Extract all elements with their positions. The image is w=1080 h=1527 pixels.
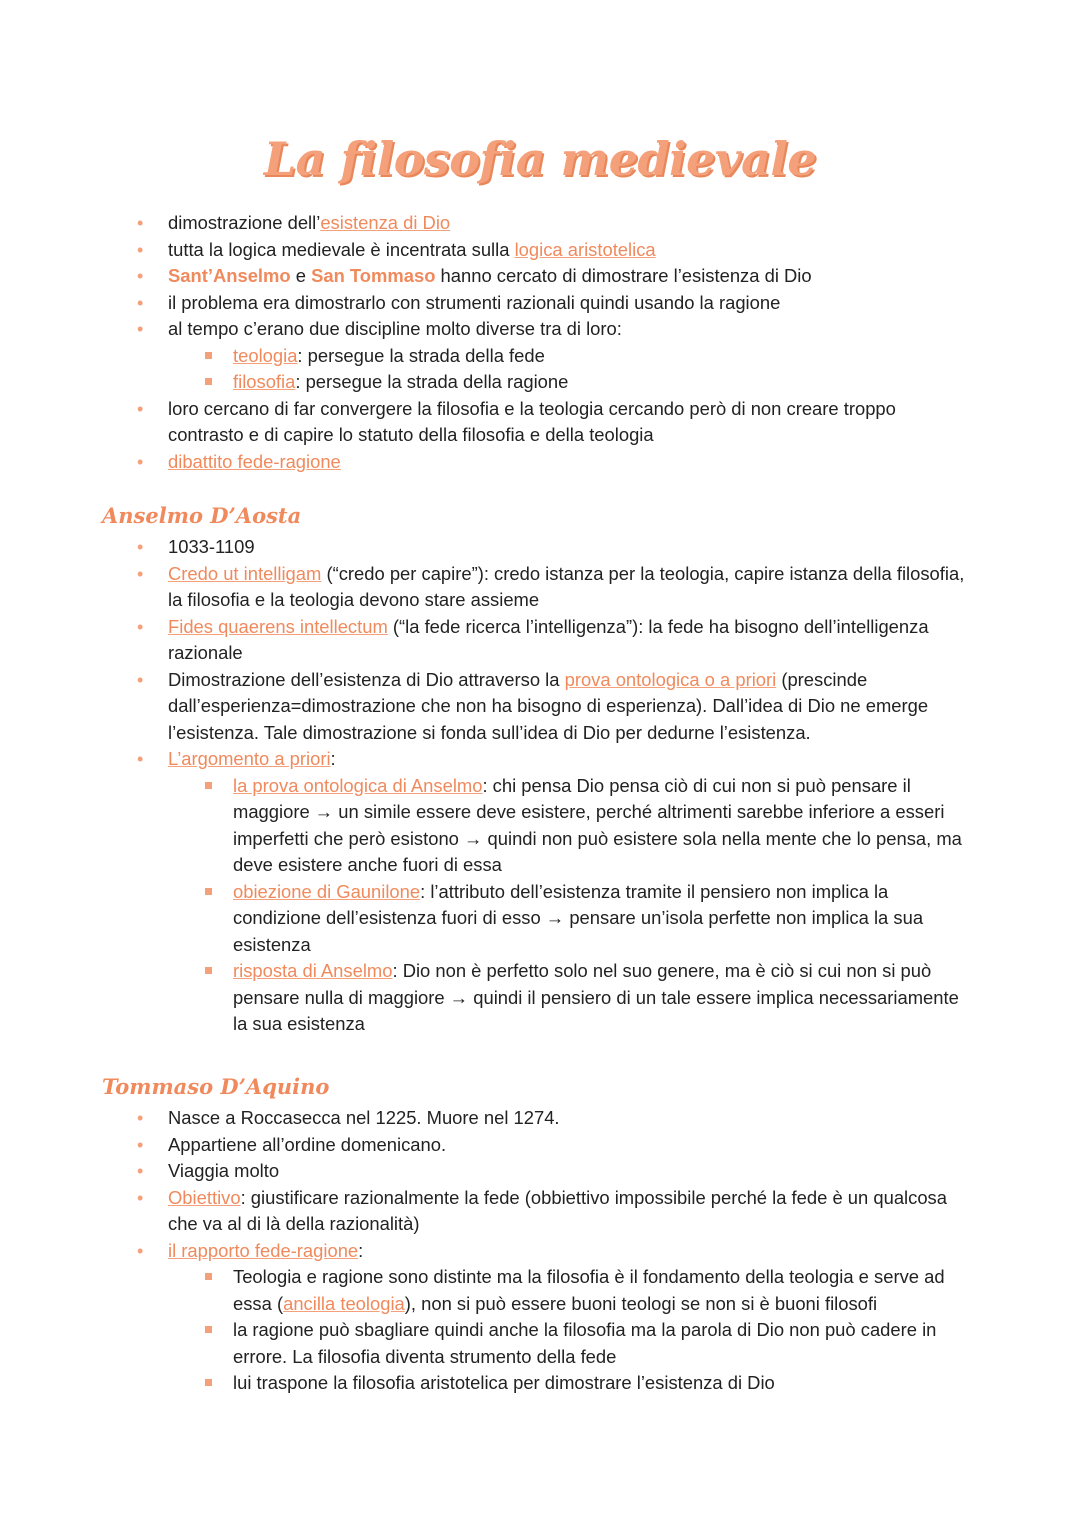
link-obiezione-gaunilone[interactable]: obiezione di Gaunilone: [233, 880, 421, 902]
link-logica-aristotelica[interactable]: logica aristotelica: [514, 238, 656, 260]
list-item: [0, 449, 968, 476]
section-heading-anselmo: Anselmo D’Aosta: [102, 503, 302, 528]
link-risposta-anselmo[interactable]: risposta di Anselmo: [233, 960, 393, 981]
list-item: • L’argomento a priori:: [0, 746, 968, 773]
link-prova-ontologica[interactable]: prova ontologica o a priori: [564, 668, 777, 690]
list-item: • tutta la logica medievale è incentrata sulla logica aristotelica: [0, 237, 968, 264]
highlight-anselmo: Sant’Anselmo: [168, 265, 291, 286]
link-prova-ontologica-anselmo[interactable]: la prova ontologica di Anselmo: [233, 774, 483, 796]
list-item: • Sant’Anselmo e San Tommaso hanno cercato di dimostrare l’esistenza di Dio: [0, 263, 968, 290]
list-item: • Dimostrazione dell’esistenza di Dio attraverso la prova ontologica o a priori (prescinde dall’esperienza=dimostrazione che non ha bisogno di esperienza). Dall’idea di Dio ne emerge l’esistenza. Tale dimostrazione si fonda sull’idea di Dio per dedurne l’esistenza.: [0, 667, 968, 747]
sub-list-item: la prova ontologica di Anselmo: chi pensa Dio pensa ciò di cui non si può pensare il maggiore → un simile essere deve esistere, perché altrimenti sarebbe inferiore a esseri imperfetti che però esistono → quindi non può esistere sola nella mente che lo pensa, ma deve esistere anche fuori di essa: [0, 773, 978, 879]
link-esistenza-di-dio[interactable]: esistenza di Dio: [320, 212, 451, 233]
sub-list-item: obiezione di Gaunilone: l’attributo dell’esistenza tramite il pensiero non implica la condizione dell’esistenza fuori di esso → pensare un’isola perfette non implica la sua esistenza: [0, 879, 978, 959]
link-teologia[interactable]: teologia: [233, 344, 298, 366]
sub-list-item: Teologia e ragione sono distinte ma la filosofia è il fondamento della teologia e serve ad essa (ancilla teologia), non si può essere buoni teologi se non si è buoni filosofi: [0, 1264, 978, 1317]
list-item: • il problema era dimostrarlo con strumenti razionali quindi usando la ragione: [0, 290, 968, 317]
list-item: • Obiettivo: giustificare razionalmente la fede (obbiettivo impossibile perché la fede è un qualcosa che va al di là della razionalità): [0, 1185, 968, 1238]
link-rapporto-fede-ragione[interactable]: il rapporto fede-ragione: [168, 1239, 359, 1261]
link-obiettivo[interactable]: Obiettivo: [168, 1186, 241, 1208]
list-item: • 1033-1109: [0, 534, 968, 561]
list-item: • loro cercano di far convergere la filosofia e la teologia cercando però di non creare troppo contrasto e di capire lo statuto della filosofia e della teologia: [0, 396, 968, 449]
list-item: • il rapporto fede-ragione:: [0, 1238, 968, 1265]
anselmo-list: [0, 534, 1080, 1038]
list-item: • Viaggia molto: [0, 1158, 968, 1185]
intro-list: [0, 210, 1080, 475]
list-item: • Fides quaerens intellectum (“la fede ricerca l’intelligenza”): la fede ha bisogno dell’intelligenza razionale: [0, 614, 968, 667]
sub-list-item: la ragione può sbagliare quindi anche la filosofia ma la parola di Dio non può cadere in errore. La filosofia diventa strumento della fede: [0, 1317, 978, 1370]
sub-list-item: risposta di Anselmo: Dio non è perfetto solo nel suo genere, ma è ciò si cui non si può pensare nulla di maggiore → quindi il pensiero di un tale essere implica necessariamente la sua esistenza: [0, 958, 978, 1038]
sub-list-item: lui traspone la filosofia aristotelica per dimostrare l’esistenza di Dio: [0, 1370, 978, 1397]
link-credo-ut-intelligam[interactable]: Credo ut intelligam: [168, 562, 322, 584]
tommaso-list: [0, 1105, 1080, 1397]
link-dibattito-fede-ragione[interactable]: dibattito fede-ragione: [168, 450, 341, 472]
list-item: • Credo ut intelligam (“credo per capire”): credo istanza per la teologia, capire istanza della filosofia, la filosofia e la teologia devono stare assieme: [0, 561, 968, 614]
section-heading-tommaso: Tommaso D’Aquino: [102, 1074, 330, 1099]
link-fides-quaerens[interactable]: Fides quaerens intellectum: [168, 615, 388, 637]
list-item: • Appartiene all’ordine domenicano.: [0, 1132, 968, 1159]
link-ancilla-teologia[interactable]: ancilla teologia: [283, 1292, 405, 1314]
page-title: La filosofia medievale: [263, 132, 817, 186]
link-argomento-a-priori[interactable]: L’argomento a priori: [168, 748, 331, 769]
link-filosofia[interactable]: filosofia: [233, 371, 296, 392]
sub-list-item: teologia: persegue la strada della fede: [0, 343, 978, 370]
list-item: • Nasce a Roccasecca nel 1225. Muore nel 1274.: [0, 1105, 968, 1132]
sub-list-item: filosofia: persegue la strada della ragione: [0, 369, 978, 396]
list-item: • al tempo c’erano due discipline molto diverse tra di loro:: [0, 316, 968, 343]
highlight-tommaso: San Tommaso: [311, 265, 436, 286]
list-item: • dimostrazione dell’esistenza di Dio: [0, 210, 968, 237]
